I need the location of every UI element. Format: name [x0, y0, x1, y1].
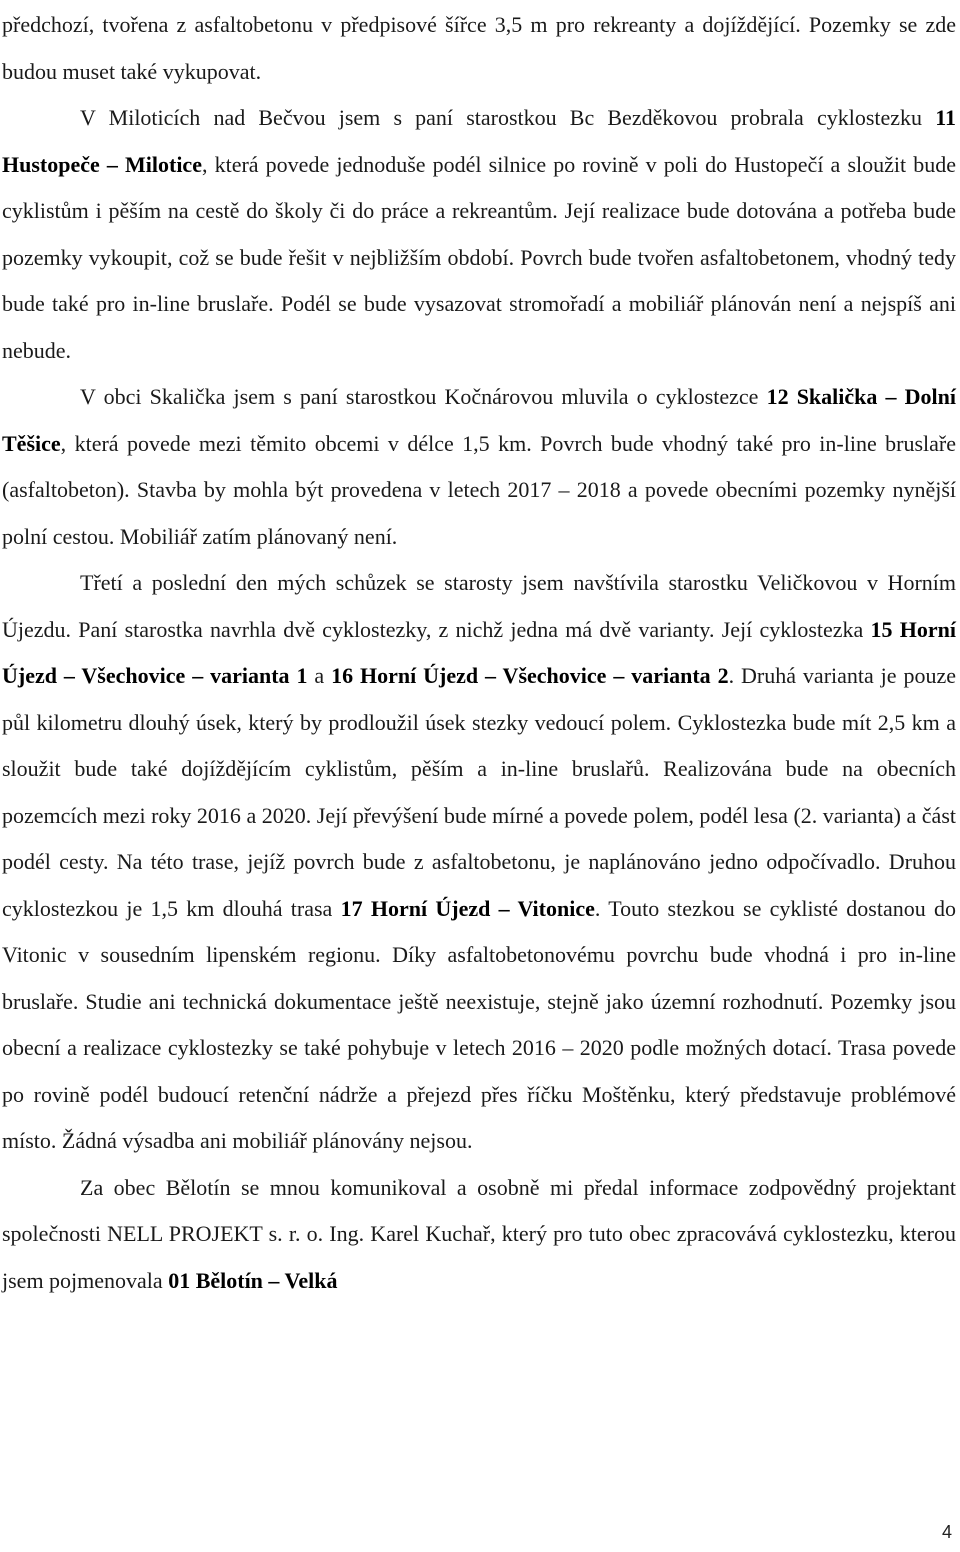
text-run: V Miloticích nad Bečvou jsem s paní starostkou Bc Bezděkovou probrala cyklostezku	[80, 105, 936, 130]
text-run: a	[307, 663, 332, 688]
text-run: , která povede jednoduše podél silnice po rovině v poli do Hustopečí a sloužit bude cyklistům i pěším na cestě do školy či do práce a rekreantům. Její realizace bude dotována a potřeba bude pozemky vykoupit, což se bude řešit v nejbližším období. Povrch bude tvořen asfaltobetonem, vhodný tedy bude také pro in-line bruslaře. Podél se bude vysazovat stromořadí a mobiliář plánován není a nejspíš ani nebude.	[2, 151, 956, 363]
paragraph-belotin	[2, 1165, 956, 1305]
paragraph-horni-ujezd	[2, 560, 956, 1165]
text-run: , která povede mezi těmito obcemi v délce 1,5 km. Povrch bude vhodný také pro in-line bruslaře (asfaltobeton). Stavba by mohla být provedena v letech 2017 – 2018 a povede obecními pozemky nynější polní cestou. Mobiliář zatím plánovaný není.	[2, 430, 956, 549]
paragraph-milotice	[2, 95, 956, 374]
route-name-16: 16 Horní Újezd – Všechovice – varianta 2	[331, 663, 729, 688]
text-run: Za obec Bělotín se mnou komunikoval a osobně mi předal informace zodpovědný projektant společnosti NELL PROJEKT s. r. o. Ing. Karel Kuchař, který pro tuto obec zpracovává cyklostezku, kterou jsem pojmenovala	[2, 1174, 956, 1293]
route-name-17: 17 Horní Újezd – Vitonice	[340, 895, 595, 921]
body-text	[2, 2, 956, 1304]
text-run: předchozí, tvořena z asfaltobetonu v předpisové šířce 3,5 m pro rekreanty a dojíždějící. Pozemky se zde budou muset také vykupovat.	[2, 12, 956, 84]
text-run: V obci Skalička jsem s paní starostkou Kočnárovou mluvila o cyklostezce	[80, 384, 767, 409]
route-name-15: 15 Horní Újezd – Všechovice – varianta 1	[2, 616, 956, 688]
route-name-11: 11 Hustopeče – Milotice	[2, 105, 956, 177]
text-run: Třetí a poslední den mých schůzek se starosty jsem navštívila starostku Veličkovou v Horním Újezdu. Paní starostka navrhla dvě cyklostezky, z nichž jedna má dvě varianty. Její cyklostezka	[2, 570, 956, 642]
text-run: . Touto stezkou se cyklisté dostanou do Vitonic v sousedním lipenském regionu. Díky asfaltobetonovému povrchu bude vhodná i pro in-line bruslaře. Studie ani technická dokumentace ještě neexistuje, stejně jako územní rozhodnutí. Pozemky jsou obecní a realizace cyklostezky se také pohybuje v letech 2016 – 2020 podle možných dotací. Trasa povede po rovině podél budoucí retenční nádrže a přejezd přes říčku Moštěnku, který představuje problémové místo. Žádná výsadba ani mobiliář plánovány nejsou.	[2, 895, 956, 1153]
page-number: 4	[941, 1522, 952, 1542]
text-run: . Druhá varianta je pouze půl kilometru dlouhý úsek, který by prodloužil úsek stezky vedoucí polem. Cyklostezka bude mít 2,5 km a sloužit bude také dojíždějícím cyklistům, pěším a in-line bruslařů. Realizována bude na obecních pozemcích mezi roky 2016 a 2020. Její převýšení bude mírné a povede polem, podél lesa (2. varianta) a část podél cesty. Na této trase, jejíž povrch bude z asfaltobetonu, je naplánováno jedno odpočívadlo. Druhou cyklostezkou je 1,5 km dlouhá trasa	[2, 663, 957, 921]
paragraph-continuation	[2, 2, 956, 95]
route-name-01: 01 Bělotín – Velká	[168, 1267, 338, 1293]
route-name-12: 12 Skalička – Dolní Těšice	[2, 384, 956, 456]
paragraph-skalicka	[2, 374, 956, 560]
